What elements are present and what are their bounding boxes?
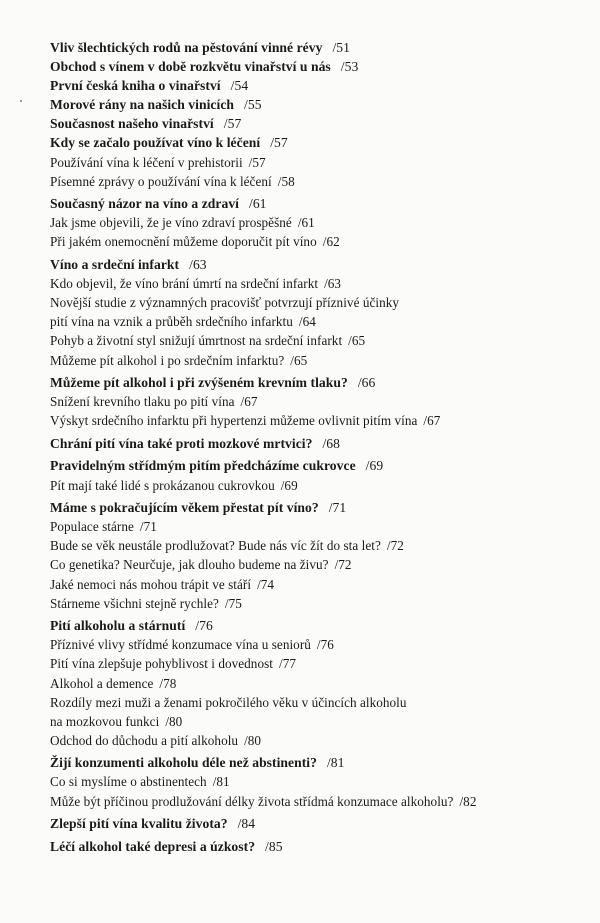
toc-subentry: Jak jsme objevili, že je víno zdraví prospěšné /61 — [50, 215, 315, 231]
toc-subentry: Stárneme všichni stejně rychle? /75 — [50, 595, 242, 611]
toc-subentry: Pití vína zlepšuje pohyblivost i dovednost /77 — [50, 656, 296, 672]
toc-heading: Můžeme pít alkohol i při zvýšeném krevním tlaku? /66 — [50, 375, 376, 391]
toc-heading: Kdy se začalo používat víno k léčení /57 — [50, 135, 288, 151]
toc-subentry: Může být příčinou prodlužování délky života střídmá konzumace alkoholu? /82 — [50, 793, 477, 809]
toc-heading: Máme s pokračujícím věkem přestat pít víno? /71 — [50, 500, 347, 516]
toc-heading: Zlepší pití vína kvalitu života? /84 — [50, 816, 256, 832]
toc-heading: První česká kniha o vinařství /54 — [50, 78, 249, 94]
toc-subentry: Co si myslíme o abstinentech /81 — [50, 774, 230, 790]
toc-subentry: pití vína na vznik a průběh srdečního infarktu /64 — [50, 314, 316, 330]
toc-heading: Léčí alkohol také depresi a úzkost? /85 — [50, 838, 283, 854]
toc-subentry: Alkohol a demence /78 — [50, 675, 177, 691]
toc-heading: Obchod s vínem v době rozkvětu vinařství u nás /53 — [50, 59, 359, 75]
toc-heading: Morové rány na našich vinicích /55 — [50, 97, 262, 113]
toc-heading: Pití alkoholu a stárnutí /76 — [50, 618, 213, 634]
toc-subentry: na mozkovou funkci /80 — [50, 713, 183, 729]
toc-subentry: Jaké nemoci nás mohou trápit ve stáří /74 — [50, 576, 275, 592]
toc-subentry: Rozdíly mezi muži a ženami pokročilého věku v účincích alkoholu — [50, 694, 407, 710]
toc-subentry: Používání vína k léčení v prehistorii /57 — [50, 154, 266, 170]
toc-subentry: Výskyt srdečního infarktu při hypertenzi můžeme ovlivnit pitím vína /67 — [50, 413, 441, 429]
toc-heading: Současnost našeho vinařství /57 — [50, 116, 242, 132]
toc-heading: Víno a srdeční infarkt /63 — [50, 257, 207, 273]
toc-subentry: Pít mají také lidé s prokázanou cukrovkou /69 — [50, 477, 298, 493]
toc-subentry: Při jakém onemocnění můžeme doporučit pít víno /62 — [50, 234, 340, 250]
toc-subentry: Odchod do důchodu a pití alkoholu /80 — [50, 732, 262, 748]
toc-heading: Pravidelným střídmým pitím předcházíme cukrovce /69 — [50, 458, 384, 474]
toc-heading: Vliv šlechtických rodů na pěstování vinné révy /51 — [50, 40, 350, 55]
toc-subentry: Snížení krevního tlaku po pití vína /67 — [50, 394, 258, 410]
toc-subentry: Příznivé vlivy střídmé konzumace vína u seniorů /76 — [50, 637, 334, 653]
toc-heading: Žijí konzumenti alkoholu déle než abstinenti? /81 — [50, 755, 345, 771]
toc-heading: Současný názor na víno a zdraví /61 — [50, 196, 267, 212]
toc-heading: Chrání pití vína také proti mozkové mrtvici? /68 — [50, 435, 341, 451]
toc-subentry: Populace stárne /71 — [50, 519, 157, 535]
toc-subentry: Písemné zprávy o používání vína k léčení /58 — [50, 173, 295, 189]
toc-subentry: Můžeme pít alkohol i po srdečním infarktu? /65 — [50, 352, 308, 368]
scan-speck — [20, 100, 22, 102]
table-of-contents — [50, 38, 580, 856]
toc-subentry: Kdo objevil, že víno brání úmrtí na srdeční infarkt /63 — [50, 276, 342, 292]
toc-subentry: Co genetika? Neurčuje, jak dlouho budeme na živu? /72 — [50, 557, 352, 573]
toc-subentry: Pohyb a životní styl snižují úmrtnost na srdeční infarkt /65 — [50, 333, 366, 349]
toc-subentry: Bude se věk neustále prodlužovat? Bude nás víc žít do sta let? /72 — [50, 538, 404, 554]
toc-subentry: Novější studie z významných pracovišť potvrzují příznivé účinky — [50, 295, 400, 311]
